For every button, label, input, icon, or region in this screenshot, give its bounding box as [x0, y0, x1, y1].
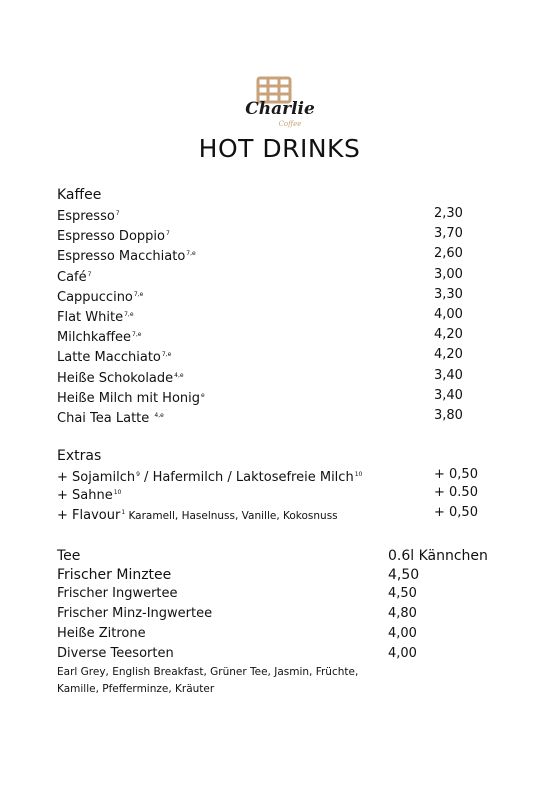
allergen-note: 7,e [133, 291, 144, 298]
section-heading-tee: Tee [57, 548, 81, 564]
list-item-kaffee [57, 347, 171, 366]
list-item-kaffee [57, 408, 164, 427]
list-item-kaffee [57, 368, 184, 387]
item-price: 4,50 [388, 586, 417, 601]
item-price: 4,20 [434, 327, 463, 342]
section-heading-extras: Extras [57, 448, 102, 464]
list-item-kaffee [57, 246, 196, 265]
allergen-note: 7,e [161, 351, 172, 358]
extra-price: + 0.50 [434, 485, 478, 500]
item-price: 4,00 [434, 307, 463, 322]
item-name: Heiße Milch mit Honig [57, 391, 200, 406]
list-item-kaffee [57, 287, 143, 306]
list-item-tee: Diverse Teesorten [57, 646, 174, 661]
page-title: HOT DRINKS [198, 134, 361, 163]
item-name: Chai Tea Latte [57, 411, 154, 426]
list-item-kaffee [57, 327, 141, 346]
list-item-tee: Frischer Ingwertee [57, 586, 178, 601]
item-price: 3,80 [434, 408, 463, 423]
item-name: Milchkaffee [57, 330, 132, 345]
logo-subtext: Coffee [278, 120, 302, 128]
section-heading-kaffee: Kaffee [57, 187, 102, 203]
allergen-note: 4,e [154, 412, 164, 419]
item-name: Flat White [57, 310, 124, 325]
item-price: 4,50 [388, 567, 420, 583]
item-price: 3,40 [434, 388, 463, 403]
tee-size-label: 0.6l Kännchen [388, 548, 488, 564]
list-item-kaffee [57, 226, 170, 245]
item-name: Café [57, 270, 87, 285]
list-item-tee: Frischer Minztee [57, 567, 172, 583]
item-name: Latte Macchiato [57, 350, 161, 365]
list-item-kaffee [57, 206, 120, 225]
logo-wordmark: Charlie [245, 99, 315, 119]
tee-varieties-note: Kamille, Pfefferminze, Kräuter [57, 683, 215, 695]
item-price: 4,00 [388, 626, 417, 641]
list-item-kaffee [57, 267, 91, 286]
list-item-extra-sahne: + Sahne$^{10}$ [57, 488, 122, 503]
item-price: 3,70 [434, 226, 463, 241]
list-item-tee: Frischer Minz-Ingwertee [57, 606, 213, 621]
charlie-logo [244, 76, 316, 130]
item-price: 3,30 [434, 287, 463, 302]
allergen-note: 7 [87, 271, 92, 278]
list-item-kaffee [57, 307, 134, 326]
list-item-kaffee [57, 388, 205, 407]
list-item-tee: Heiße Zitrone [57, 626, 146, 641]
item-price: 2,60 [434, 246, 463, 261]
extra-price: + 0,50 [434, 467, 478, 482]
item-name: Espresso Macchiato [57, 249, 186, 264]
allergen-note: 7 [165, 230, 170, 237]
item-price: 4,80 [388, 606, 417, 621]
item-name: Espresso Doppio [57, 229, 165, 244]
allergen-note: 7,e [124, 311, 134, 318]
item-price: 4,00 [388, 646, 417, 661]
item-price: 3,40 [434, 368, 463, 383]
allergen-note: 7 [115, 210, 120, 217]
allergen-note: e [201, 392, 205, 399]
item-price: 4,20 [434, 347, 463, 362]
waffle-logo-icon [244, 76, 316, 130]
list-item-extra-sojamilch: + Sojamilch$^9$ / Hafermilch / Laktosefreie Milch$^{10}$ [57, 470, 363, 485]
item-name: Cappuccino [57, 290, 133, 305]
list-item-extra-flavour: + Flavour$^1$ Karamell, Haselnuss, Vanille, Kokosnuss [57, 508, 338, 523]
item-name: Espresso [57, 209, 115, 224]
extra-price: + 0,50 [434, 505, 478, 520]
allergen-note: 7,e [132, 331, 142, 338]
item-price: 3,00 [434, 267, 463, 282]
item-name: Heiße Schokolade [57, 371, 174, 386]
allergen-note: 4,e [174, 372, 184, 379]
allergen-note: 7,e [186, 250, 196, 257]
tee-varieties-note: Earl Grey, English Breakfast, Grüner Tee, Jasmin, Früchte, [57, 666, 359, 678]
item-price: 2,30 [434, 206, 463, 221]
